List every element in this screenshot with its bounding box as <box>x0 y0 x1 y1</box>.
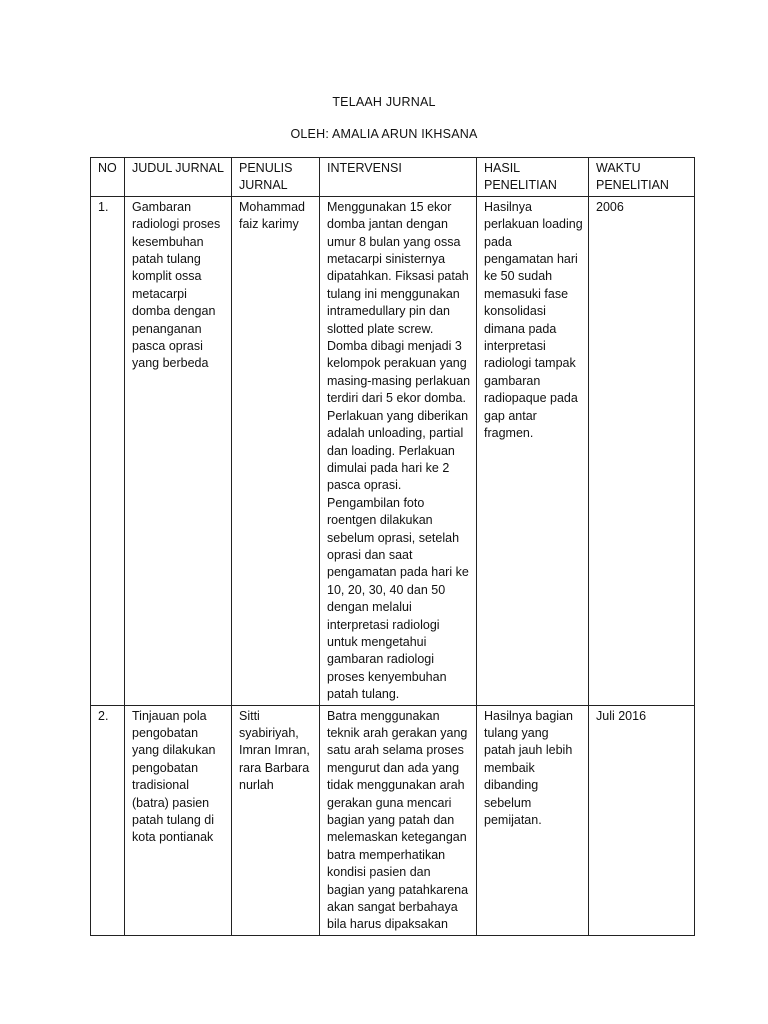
page-subtitle: OLEH: AMALIA ARUN IKHSANA <box>290 127 478 141</box>
journal-result: Hasilnya bagian tulang yang patah jauh lebih membaik dibanding sebelum pemijatan. <box>477 705 589 935</box>
header-hasil-penelitian: HASIL PENELITIAN <box>477 158 589 197</box>
row-number: 1. <box>91 196 125 705</box>
table-row <box>91 196 695 705</box>
journal-title: Gambaran radiologi proses kesembuhan patah tulang komplit ossa metacarpi domba dengan penanganan pasca oprasi yang berbeda <box>125 196 232 705</box>
page-title: TELAAH JURNAL <box>332 95 436 109</box>
journal-intervention: Menggunakan 15 ekor domba jantan dengan umur 8 bulan yang ossa metacarpi sinisternya dipatahkan. Fiksasi patah tulang ini menggunakan intramedullary pin dan slotted plate screw. Domba dibagi menjadi 3 kelompok perakuan yang masing-masing perlakuan terdiri dari 5 ekor domba. Perlakuan yang diberikan adalah unloading, partial dan loading. Perlakuan dimulai pada hari ke 2 pasca oprasi. Pengambilan foto roentgen dilakukan sebelum oprasi, setelah oprasi dan saat pengamatan pada hari ke 10, 20, 30, 40 dan 50 dengan melalui interpretasi radiologi untuk mengetahui gambaran radiologi proses kenyembuhan patah tulang. <box>320 196 477 705</box>
journal-author: Mohammad faiz karimy <box>232 196 320 705</box>
table-row <box>91 705 695 935</box>
header-intervensi: INTERVENSI <box>320 158 477 197</box>
table-header-row <box>91 158 695 197</box>
journal-review-table <box>90 157 695 936</box>
header-judul-jurnal: JUDUL JURNAL <box>125 158 232 197</box>
journal-title: Tinjauan pola pengobatan yang dilakukan pengobatan tradisional (batra) pasien patah tulang di kota pontianak <box>125 705 232 935</box>
row-number: 2. <box>91 705 125 935</box>
header-penulis-jurnal: PENULIS JURNAL <box>232 158 320 197</box>
journal-result: Hasilnya perlakuan loading pada pengamatan hari ke 50 sudah memasuki fase konsolidasi dimana pada interpretasi radiologi tampak gambaran radiopaque pada gap antar fragmen. <box>477 196 589 705</box>
journal-date: Juli 2016 <box>589 705 695 935</box>
journal-date: 2006 <box>589 196 695 705</box>
journal-author: Sitti syabiriyah, Imran Imran, rara Barbara nurlah <box>232 705 320 935</box>
header-no: NO <box>91 158 125 197</box>
journal-intervention: Batra menggunakan teknik arah gerakan yang satu arah selama proses mengurut dan ada yang tidak menggunakan arah gerakan guna mencari bagian yang patah dan melemaskan ketegangan batra memperhatikan kondisi pasien dan bagian yang patahkarena akan sangat berbahaya bila harus dipaksakan <box>320 705 477 935</box>
header-waktu-penelitian: WAKTU PENELITIAN <box>589 158 695 197</box>
